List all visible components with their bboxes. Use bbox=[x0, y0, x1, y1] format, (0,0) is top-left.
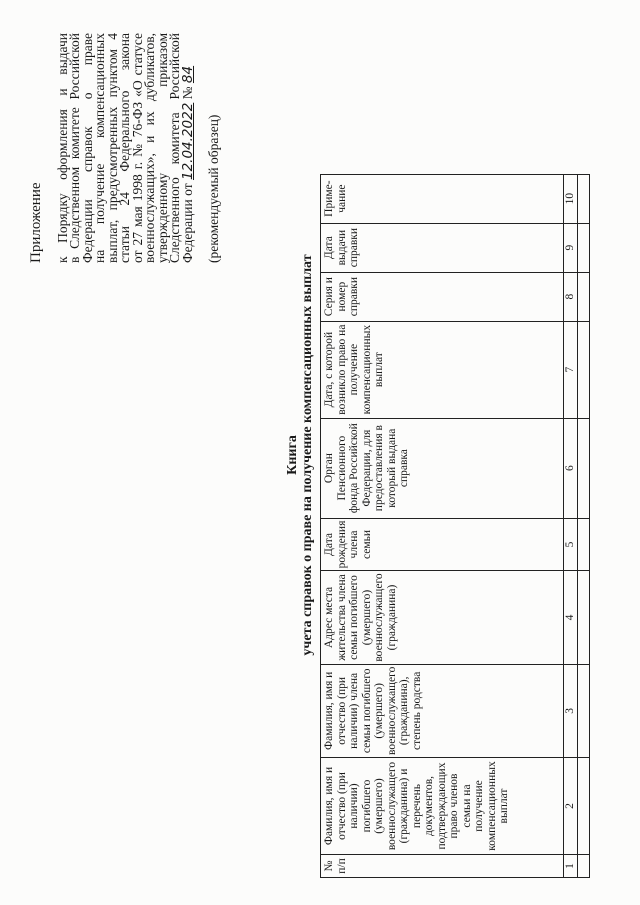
recommended-sample-note: (рекомендуемый образец) bbox=[206, 114, 221, 263]
empty-entry-row bbox=[578, 174, 590, 877]
column-number: 3 bbox=[564, 664, 578, 757]
column-number: 9 bbox=[564, 223, 578, 272]
col-header-family-member: Фамилия, имя и отчество (при наличии) члена семьи погибшего (умершего) военнослужащего (гражданина), степень родства bbox=[321, 664, 564, 757]
appendix-line: военнослужащих», и их дубликатов, bbox=[142, 33, 157, 263]
col-header-birth-date: Дата рождения члена семьи bbox=[321, 518, 564, 571]
col-header-right-date: Дата, с которой возникло право на получение компенсационных выплат bbox=[321, 321, 564, 418]
column-number: 5 bbox=[564, 518, 578, 571]
col-header-deceased: Фамилия, имя и отчество (при наличии) погибшего (умершего) военнослужащего (гражданина) и перечень документов, подтверждающих право членов семьи на получение компенсационных выплат bbox=[321, 758, 564, 855]
header-row bbox=[321, 174, 564, 877]
empty-cell bbox=[578, 518, 590, 571]
column-number: 1 bbox=[564, 855, 578, 878]
column-number: 6 bbox=[564, 418, 578, 518]
empty-cell bbox=[578, 758, 590, 855]
empty-cell bbox=[578, 272, 590, 321]
empty-cell bbox=[578, 664, 590, 757]
appendix-last-line bbox=[179, 33, 196, 263]
empty-cell bbox=[578, 321, 590, 418]
appendix-line: к Порядку оформления и выдачи bbox=[54, 33, 70, 263]
rotated-sheet bbox=[20, 25, 620, 885]
col-header-series-number: Серия и номер справки bbox=[321, 272, 564, 321]
order-date-prefix: Федерации от bbox=[179, 180, 195, 263]
column-number: 7 bbox=[564, 321, 578, 418]
column-number: 4 bbox=[564, 571, 578, 664]
empty-cell bbox=[578, 174, 590, 223]
appendix-line: выплат, предусмотренных пунктом 4 bbox=[104, 33, 120, 263]
col-header-pension-fund: Орган Пенсионного фонда Российской Федерации, для предоставления в который выдана справка bbox=[321, 418, 564, 518]
appendix-line: утвержденному приказом bbox=[154, 33, 170, 263]
col-header-address: Адрес места жительства члена семьи погибшего (умершего) военнослужащего (гражданина) bbox=[321, 571, 564, 664]
column-number: 2 bbox=[564, 758, 578, 855]
appendix-line: на получение компенсационных bbox=[92, 33, 107, 263]
col-header-number: № п/п bbox=[321, 855, 564, 878]
appendix-line: статьи 24 Федерального закона bbox=[117, 33, 132, 263]
col-header-note: Приме-чание bbox=[321, 174, 564, 223]
book-title: Книга bbox=[285, 435, 300, 475]
empty-cell bbox=[578, 418, 590, 518]
appendix-block bbox=[30, 33, 221, 263]
ledger-table bbox=[320, 174, 590, 878]
handwritten-date: 12.04.2022 bbox=[179, 102, 196, 181]
column-number-row bbox=[564, 174, 578, 877]
appendix-title: Приложение bbox=[28, 182, 44, 263]
empty-cell bbox=[578, 855, 590, 878]
column-number: 10 bbox=[564, 174, 578, 223]
appendix-line: Федерации справок о праве bbox=[79, 33, 95, 263]
handwritten-number: 84 bbox=[179, 65, 196, 84]
column-number: 8 bbox=[564, 272, 578, 321]
empty-cell bbox=[578, 223, 590, 272]
appendix-line: в Следственном комитете Российской bbox=[67, 33, 82, 263]
appendix-line: Следственного комитета Российской bbox=[167, 33, 182, 263]
book-heading bbox=[285, 45, 315, 865]
order-number-prefix: № bbox=[179, 83, 195, 103]
book-subtitle: учета справок о праве на получение компенсационных выплат bbox=[300, 254, 315, 656]
col-header-issue-date: Дата выдачи справки bbox=[321, 223, 564, 272]
empty-cell bbox=[578, 571, 590, 664]
appendix-line: от 27 мая 1998 г. № 76-ФЗ «О статусе bbox=[129, 33, 145, 263]
